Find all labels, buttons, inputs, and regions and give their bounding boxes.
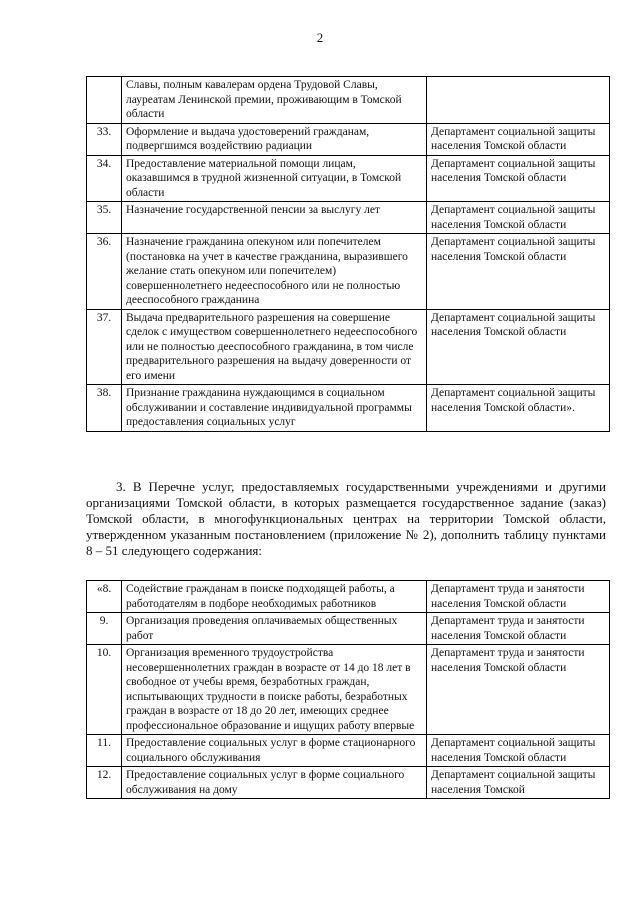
responsible-department: Департамент социальной защиты населения Томской области (427, 123, 610, 155)
service-description: Выдача предварительного разрешения на совершение сделок с имуществом совершеннолетнего недееспособного или не полностью дееспособного гражданина, в том числе предварительного разрешения на выдачу доверенности от его имени (122, 309, 427, 385)
row-number: 36. (87, 234, 122, 310)
table-row (87, 613, 610, 645)
services-table-continued (86, 76, 610, 432)
row-number: «8. (87, 581, 122, 613)
service-description: Организация временного трудоустройства несовершеннолетних граждан в возрасте от 14 до 18 лет в свободное от учебы время, безработных граждан, испытывающих трудности в поиске работы, безработных граждан в возрасте от 18 до 20 лет, имеющих среднее профессиональное образование и ищущих работу впервые (122, 645, 427, 735)
responsible-department: Департамент социальной защиты населения Томской области (427, 155, 610, 202)
service-description: Содействие гражданам в поиске подходящей работы, а работодателям в подборе необходимых работников (122, 581, 427, 613)
service-description: Организация проведения оплачиваемых общественных работ (122, 613, 427, 645)
table-row (87, 155, 610, 202)
service-description: Славы, полным кавалерам ордена Трудовой Славы, лауреатам Ленинской премии, проживающим в Томской области (122, 77, 427, 124)
table-row (87, 309, 610, 385)
service-description: Назначение государственной пенсии за выслугу лет (122, 202, 427, 234)
row-number: 37. (87, 309, 122, 385)
table-row (87, 123, 610, 155)
responsible-department: Департамент социальной защиты населения Томской области (427, 234, 610, 310)
table-row (87, 202, 610, 234)
table-row (87, 645, 610, 735)
row-number: 9. (87, 613, 122, 645)
table-row (87, 767, 610, 799)
services-table-additions (86, 580, 610, 799)
service-description: Предоставление материальной помощи лицам, оказавшимся в трудной жизненной ситуации, в Томской области (122, 155, 427, 202)
responsible-department: Департамент социальной защиты населения Томской области». (427, 385, 610, 432)
amendment-paragraph: 3. В Перечне услуг, предоставляемых государственными учреждениями и другими организациями Томской области, в которых размещается государственное задание (заказ) Томской области, в многофункциональных центрах на территории Томской области, утвержденном указанным постановлением (приложение № 2), дополнить таблицу пунктами 8 – 51 следующего содержания: (86, 479, 606, 558)
row-number: 33. (87, 123, 122, 155)
responsible-department: Департамент социальной защиты населения Томской области (427, 735, 610, 767)
service-description: Назначение гражданина опекуном или попечителем (постановка на учет в качестве гражданина, выразившего желание стать опекуном или попечителем) совершеннолетнего недееспособного или не полностью дееспособного гражданина (122, 234, 427, 310)
responsible-department: Департамент социальной защиты населения Томской области (427, 202, 610, 234)
responsible-department: Департамент труда и занятости населения Томской области (427, 645, 610, 735)
table-row (87, 581, 610, 613)
row-number: 10. (87, 645, 122, 735)
table-row (87, 77, 610, 124)
table-row (87, 234, 610, 310)
row-number: 35. (87, 202, 122, 234)
row-number: 34. (87, 155, 122, 202)
row-number: 12. (87, 767, 122, 799)
service-description: Признание гражданина нуждающимся в социальном обслуживании и составление индивидуальной программы предоставления социальных услуг (122, 385, 427, 432)
responsible-department: Департамент социальной защиты населения Томской (427, 767, 610, 799)
responsible-department: Департамент труда и занятости населения Томской области (427, 613, 610, 645)
responsible-department: Департамент социальной защиты населения Томской области (427, 309, 610, 385)
service-description: Предоставление социальных услуг в форме стационарного социального обслуживания (122, 735, 427, 767)
responsible-department: Департамент труда и занятости населения Томской области (427, 581, 610, 613)
service-description: Оформление и выдача удостоверений гражданам, подвергшимся воздействию радиации (122, 123, 427, 155)
row-number (87, 77, 122, 124)
row-number: 38. (87, 385, 122, 432)
service-description: Предоставление социальных услуг в форме социального обслуживания на дому (122, 767, 427, 799)
responsible-department (427, 77, 610, 124)
table-row (87, 735, 610, 767)
row-number: 11. (87, 735, 122, 767)
table-row (87, 385, 610, 432)
page-number: 2 (316, 30, 324, 45)
